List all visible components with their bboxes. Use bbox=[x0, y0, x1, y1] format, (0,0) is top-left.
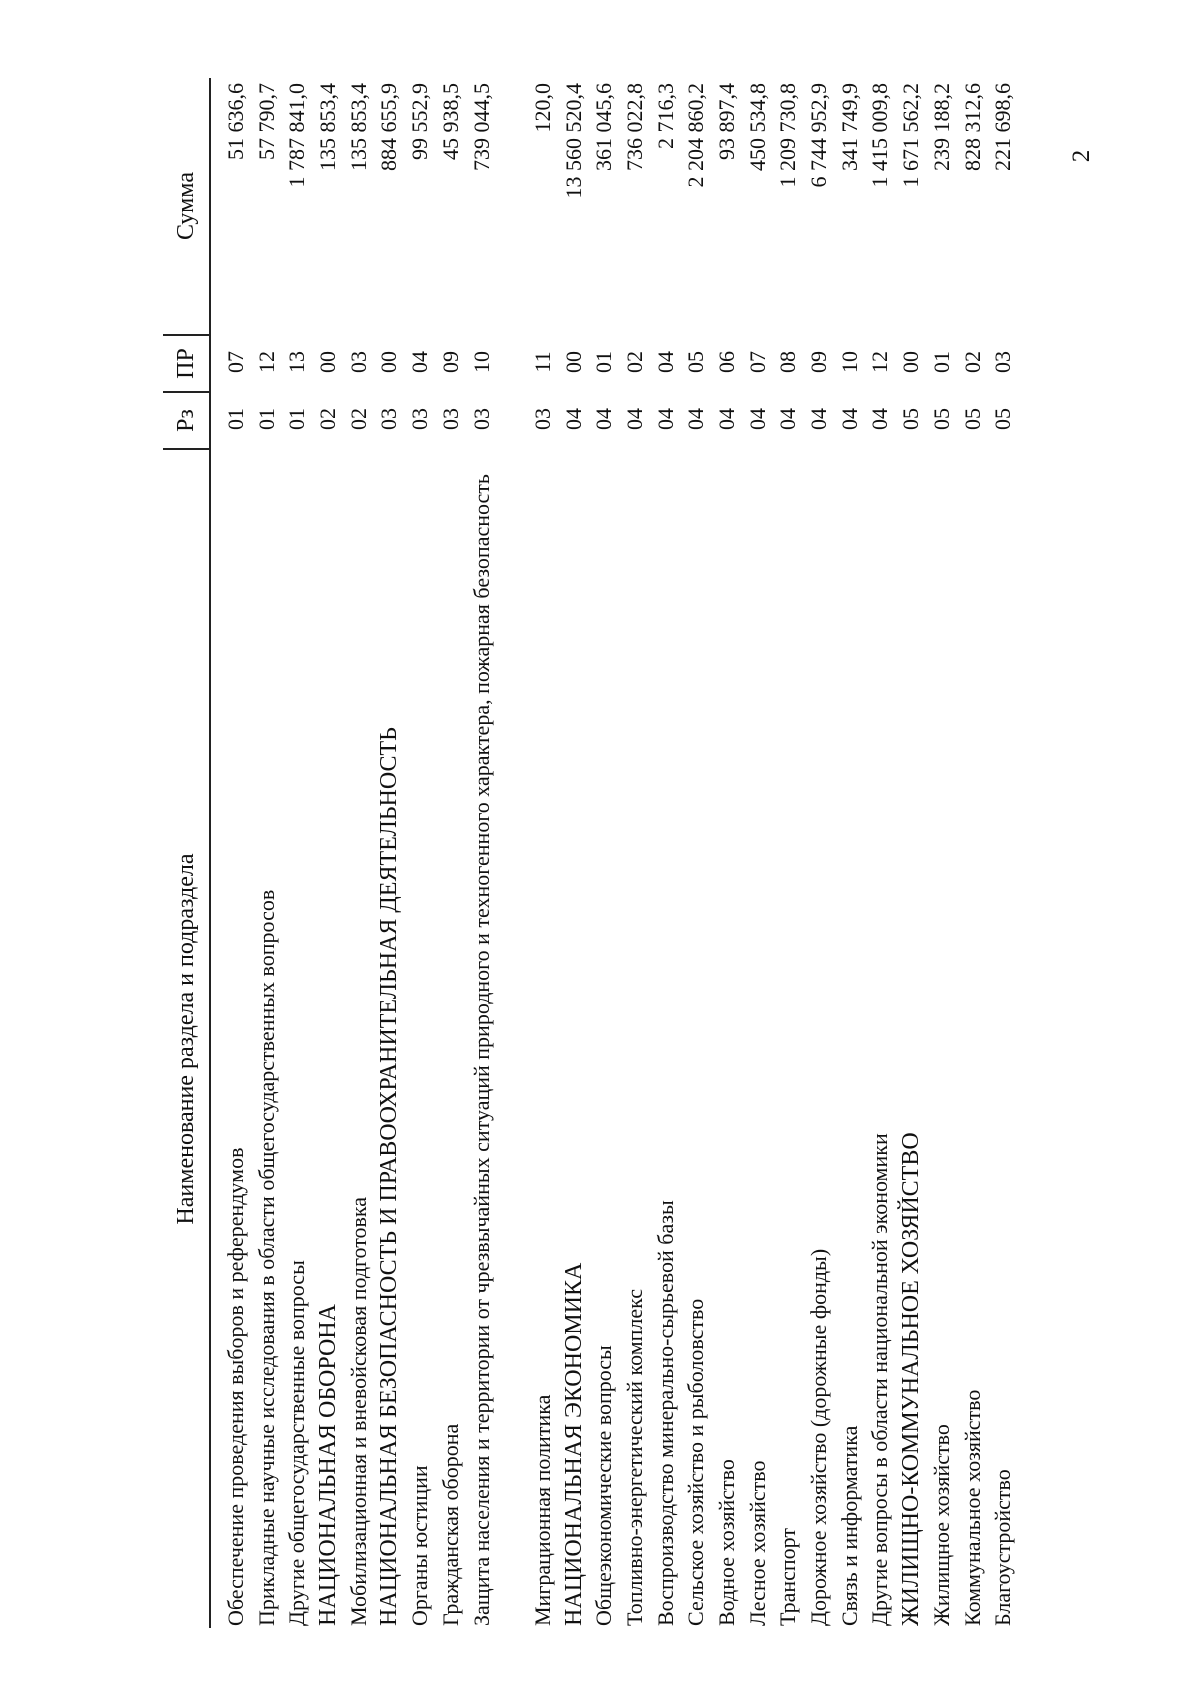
row-sum: 450 534,8 bbox=[744, 83, 770, 171]
row-name: Общеэкономические вопросы bbox=[591, 1345, 617, 1626]
row-pr: 06 bbox=[714, 351, 740, 373]
row-pr: 02 bbox=[621, 351, 647, 373]
header-divider bbox=[209, 78, 211, 1628]
row-rz: 03 bbox=[407, 408, 433, 430]
row-rz: 03 bbox=[468, 408, 494, 430]
row-sum: 2 204 860,2 bbox=[683, 83, 709, 188]
row-sum: 45 938,5 bbox=[437, 83, 463, 160]
row-sum: 239 188,2 bbox=[928, 83, 954, 171]
table-row bbox=[467, 78, 528, 1628]
row-name: Жилищное хозяйство bbox=[928, 1424, 954, 1626]
row-rz: 04 bbox=[775, 408, 801, 430]
row-pr: 00 bbox=[315, 351, 341, 373]
row-pr: 12 bbox=[867, 351, 893, 373]
row-sum: 6 744 952,9 bbox=[806, 83, 832, 188]
budget-table bbox=[163, 78, 1200, 1628]
row-sum: 736 022,8 bbox=[621, 83, 647, 171]
table-row bbox=[651, 78, 682, 1628]
row-pr: 00 bbox=[898, 351, 924, 373]
table-body bbox=[221, 78, 1019, 1628]
row-rz: 05 bbox=[898, 408, 924, 430]
table-row bbox=[804, 78, 835, 1628]
header-rz: Рз bbox=[173, 409, 199, 432]
row-name: Органы юстиции bbox=[407, 1465, 433, 1626]
row-sum: 1 787 841,0 bbox=[284, 83, 310, 188]
row-pr: 08 bbox=[775, 351, 801, 373]
row-sum: 135 853,4 bbox=[345, 83, 371, 171]
row-sum: 51 636,6 bbox=[223, 83, 248, 160]
row-name: Миграционная политика bbox=[529, 1394, 555, 1626]
row-name: Другие общегосударственные вопросы bbox=[284, 1260, 310, 1626]
row-name: Лесное хозяйство bbox=[744, 1460, 770, 1626]
row-sum: 93 897,4 bbox=[714, 83, 740, 160]
row-rz: 01 bbox=[284, 408, 310, 430]
row-name: Другие вопросы в области национальной экономики bbox=[867, 1133, 893, 1626]
row-name: Мобилизационная и вневойсковая подготовка bbox=[345, 1196, 371, 1626]
row-rz: 04 bbox=[806, 408, 832, 430]
row-rz: 05 bbox=[959, 408, 985, 430]
table-row bbox=[958, 78, 989, 1628]
row-sum: 1 209 730,8 bbox=[775, 83, 801, 188]
row-rz: 04 bbox=[591, 408, 617, 430]
row-rz: 04 bbox=[560, 408, 586, 430]
row-name: Дорожное хозяйство (дорожные фонды) bbox=[806, 1248, 832, 1626]
row-rz: 03 bbox=[376, 408, 402, 430]
table-row bbox=[865, 78, 896, 1628]
table-row bbox=[896, 78, 927, 1628]
header-sum: Сумма bbox=[173, 172, 199, 240]
row-pr: 03 bbox=[990, 351, 1016, 373]
row-pr: 04 bbox=[407, 351, 433, 373]
row-pr: 03 bbox=[345, 351, 371, 373]
row-rz: 01 bbox=[223, 408, 248, 430]
row-name: Транспорт bbox=[775, 1527, 801, 1626]
row-pr: 04 bbox=[652, 351, 678, 373]
row-sum: 57 790,7 bbox=[253, 83, 279, 160]
row-sum: 99 552,9 bbox=[407, 83, 433, 160]
table-row bbox=[559, 78, 590, 1628]
row-rz: 03 bbox=[529, 408, 555, 430]
row-rz: 04 bbox=[744, 408, 770, 430]
page-number: 2 bbox=[1068, 149, 1095, 163]
row-rz: 04 bbox=[621, 408, 647, 430]
row-name: Благоустройство bbox=[990, 1469, 1016, 1626]
row-pr: 01 bbox=[591, 351, 617, 373]
row-name: НАЦИОНАЛЬНАЯ ОБОРОНА bbox=[315, 1304, 342, 1626]
table-row bbox=[374, 78, 405, 1628]
table-row bbox=[405, 78, 436, 1628]
table-row bbox=[589, 78, 620, 1628]
header-pr: ПР bbox=[173, 348, 199, 379]
row-pr: 07 bbox=[744, 351, 770, 373]
row-pr: 11 bbox=[529, 351, 555, 373]
row-pr: 12 bbox=[253, 351, 279, 373]
row-pr: 02 bbox=[959, 351, 985, 373]
table-row bbox=[712, 78, 743, 1628]
row-sum: 2 716,3 bbox=[652, 83, 678, 149]
table-row bbox=[681, 78, 712, 1628]
table-row bbox=[743, 78, 774, 1628]
row-pr: 05 bbox=[683, 351, 709, 373]
row-sum: 739 044,5 bbox=[468, 83, 494, 171]
table-row bbox=[252, 78, 283, 1628]
row-sum: 1 671 562,2 bbox=[898, 83, 924, 188]
header-name: Наименование раздела и подраздела bbox=[173, 853, 199, 1225]
row-sum: 884 655,9 bbox=[376, 83, 402, 171]
row-name: Обеспечение проведения выборов и референдумов bbox=[223, 1147, 248, 1626]
row-sum: 341 749,9 bbox=[836, 83, 862, 171]
row-rz: 04 bbox=[867, 408, 893, 430]
row-rz: 02 bbox=[345, 408, 371, 430]
table-row bbox=[282, 78, 313, 1628]
table-row bbox=[988, 78, 1019, 1628]
row-sum: 361 045,6 bbox=[591, 83, 617, 171]
row-rz: 03 bbox=[437, 408, 463, 430]
row-sum: 120,0 bbox=[529, 83, 555, 133]
row-name: Связь и информатика bbox=[836, 1425, 862, 1626]
row-pr: 01 bbox=[928, 351, 954, 373]
row-rz: 04 bbox=[683, 408, 709, 430]
row-pr: 07 bbox=[223, 351, 248, 373]
row-rz: 01 bbox=[253, 408, 279, 430]
table-row bbox=[620, 78, 651, 1628]
row-sum: 221 698,6 bbox=[990, 83, 1016, 171]
row-name: Прикладные научные исследования в области общегосударственных вопросов bbox=[253, 889, 279, 1626]
row-rz: 05 bbox=[990, 408, 1016, 430]
row-rz: 05 bbox=[928, 408, 954, 430]
row-name: Воспроизводство минерально-сырьевой базы bbox=[652, 1200, 678, 1626]
row-name: Водное хозяйство bbox=[714, 1459, 740, 1626]
row-pr: 00 bbox=[560, 351, 586, 373]
row-rz: 02 bbox=[315, 408, 341, 430]
row-name: Коммунальное хозяйство bbox=[959, 1389, 985, 1626]
row-pr: 10 bbox=[468, 351, 494, 373]
row-sum: 13 560 520,4 bbox=[560, 83, 586, 199]
row-rz: 04 bbox=[714, 408, 740, 430]
table-row bbox=[344, 78, 375, 1628]
row-pr: 09 bbox=[437, 351, 463, 373]
table-row bbox=[927, 78, 958, 1628]
table-row bbox=[835, 78, 866, 1628]
table-row bbox=[436, 78, 467, 1628]
row-name: Защита населения и территории от чрезвычайных ситуаций природного и техногенного характера, пожарная безопасность bbox=[468, 474, 494, 1626]
row-rz: 04 bbox=[836, 408, 862, 430]
row-name: НАЦИОНАЛЬНАЯ БЕЗОПАСНОСТЬ И ПРАВООХРАНИТЕЛЬНАЯ ДЕЯТЕЛЬНОСТЬ bbox=[376, 727, 403, 1626]
row-sum: 135 853,4 bbox=[315, 83, 341, 171]
row-rz: 04 bbox=[652, 408, 678, 430]
row-name: Топливно-энергетический комплекс bbox=[621, 1288, 647, 1626]
row-name: НАЦИОНАЛЬНАЯ ЭКОНОМИКА bbox=[560, 1262, 587, 1626]
table-row bbox=[773, 78, 804, 1628]
row-pr: 00 bbox=[376, 351, 402, 373]
row-name: Сельское хозяйство и рыболовство bbox=[683, 1298, 709, 1626]
row-pr: 09 bbox=[806, 351, 832, 373]
table-row bbox=[528, 78, 559, 1628]
table-row bbox=[221, 78, 252, 1628]
row-sum: 828 312,6 bbox=[959, 83, 985, 171]
row-name: Гражданская оборона bbox=[437, 1423, 463, 1626]
row-name: ЖИЛИЩНО-КОММУНАЛЬНОЕ ХОЗЯЙСТВО bbox=[898, 1132, 925, 1626]
table-row bbox=[313, 78, 344, 1628]
row-pr: 10 bbox=[836, 351, 862, 373]
row-pr: 13 bbox=[284, 351, 310, 373]
row-sum: 1 415 009,8 bbox=[867, 83, 893, 188]
